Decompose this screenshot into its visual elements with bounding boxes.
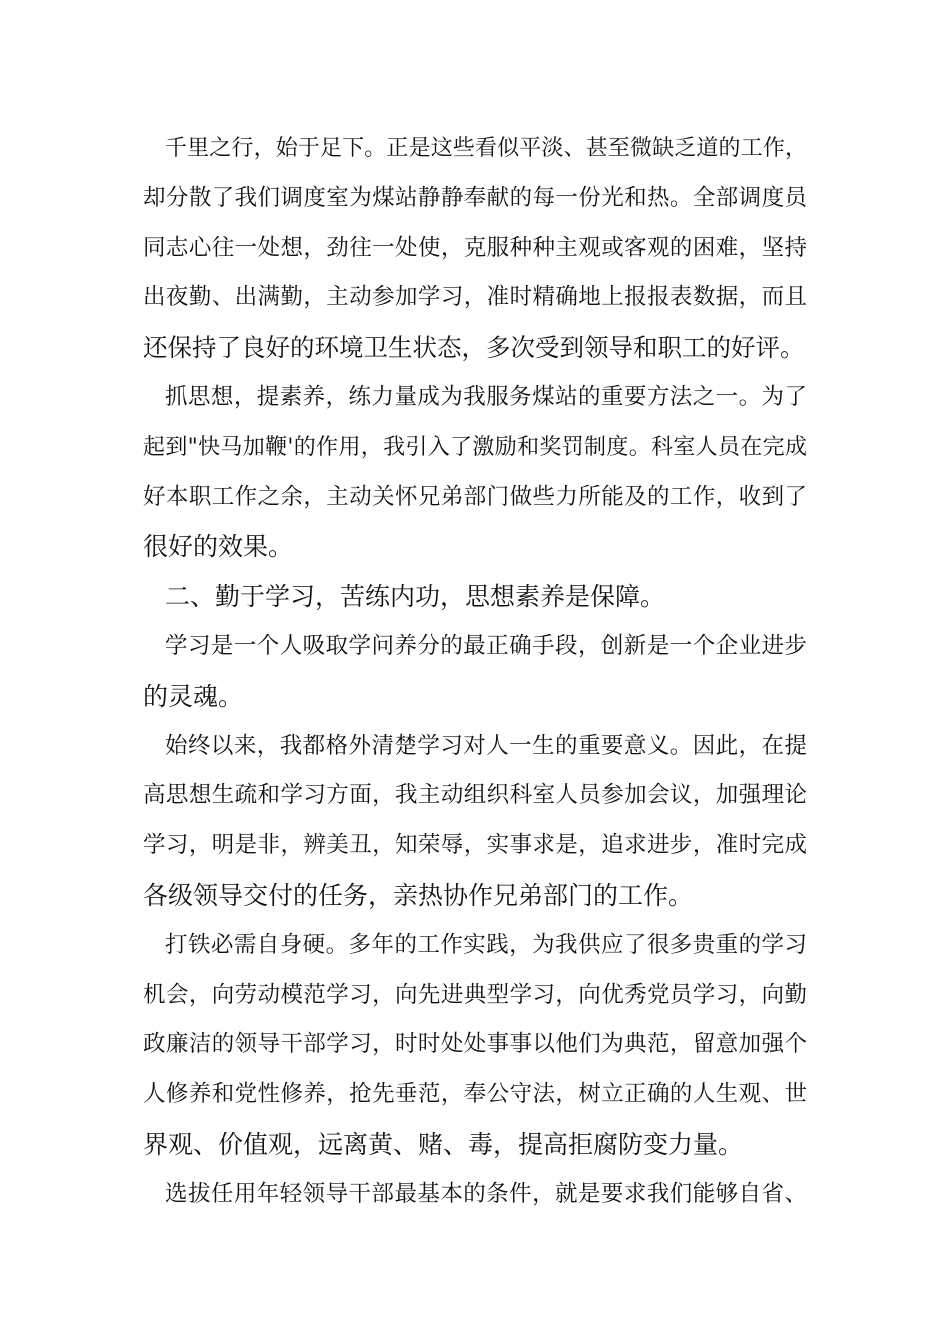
text-line: 好本职工作之余，主动关怀兄弟部门做些力所能及的工作，收到了 — [143, 483, 807, 510]
text-line: 的灵魂。 — [143, 681, 244, 711]
text-line: 二、勤于学习，苦练内功，思想素养是保障。 — [165, 582, 666, 612]
text-line: 很好的效果。 — [143, 532, 294, 562]
text-line: 选拔任用年轻领导干部最基本的条件，就是要求我们能够自省、 — [165, 1180, 807, 1207]
document-body — [143, 124, 807, 1220]
text-line: 还保持了良好的环境卫生状态，多次受到领导和职工的好评。 — [143, 333, 805, 363]
text-line: 界观、价值观，远离黄、赌、毒，提高拒腐防变力量。 — [143, 1129, 744, 1159]
text-line: 打铁必需自身硬。多年的工作实践，为我供应了很多贵重的学习 — [165, 931, 807, 958]
paragraph-5 — [143, 722, 807, 921]
text-line: 学习，明是非，辨美丑，知荣辱，实事求是，追求进步，准时完成 — [143, 832, 807, 859]
text-line: 抓思想，提素养，练力量成为我服务煤站的重要方法之一。为了 — [165, 383, 807, 410]
paragraph-1 — [143, 124, 807, 373]
paragraph-6 — [143, 921, 807, 1170]
text-line: 学习是一个人吸取学问养分的最正确手段，创新是一个企业进步 — [165, 632, 807, 659]
paragraph-7 — [143, 1170, 807, 1220]
text-line: 各级领导交付的任务，亲热协作兄弟部门的工作。 — [143, 880, 694, 910]
text-line: 始终以来，我都格外清楚学习对人一生的重要意义。因此，在提 — [165, 732, 807, 759]
text-line: 人修养和党性修养，抢先垂范，奉公守法，树立正确的人生观、世 — [143, 1081, 807, 1108]
text-line: 千里之行，始于足下。正是这些看似平淡、甚至微缺乏道的工作， — [165, 136, 807, 161]
paragraph-2 — [143, 373, 807, 572]
text-line: 高思想生疏和学习方面，我主动组织科室人员参加会议，加强理论 — [143, 782, 807, 809]
text-line: 出夜勤、出满勤，主动参加学习，准时精确地上报报表数据，而且 — [143, 284, 807, 311]
text-line: 同志心往一处想，劲往一处使，克服种种主观或客观的困难，坚持 — [143, 234, 807, 261]
text-line: 政廉洁的领导干部学习，时时处处事事以他们为典范，留意加强个 — [143, 1031, 807, 1058]
text-line: 起到"快马加鞭'的作用，我引入了激励和奖罚制度。科室人员在完成 — [143, 434, 807, 460]
paragraph-4 — [143, 622, 807, 722]
text-line: 机会，向劳动模范学习，向先进典型学习，向优秀党员学习，向勤 — [143, 981, 807, 1008]
section-heading — [143, 572, 807, 622]
text-line: 却分散了我们调度室为煤站静静奉献的每一份光和热。全部调度员 — [143, 184, 807, 211]
